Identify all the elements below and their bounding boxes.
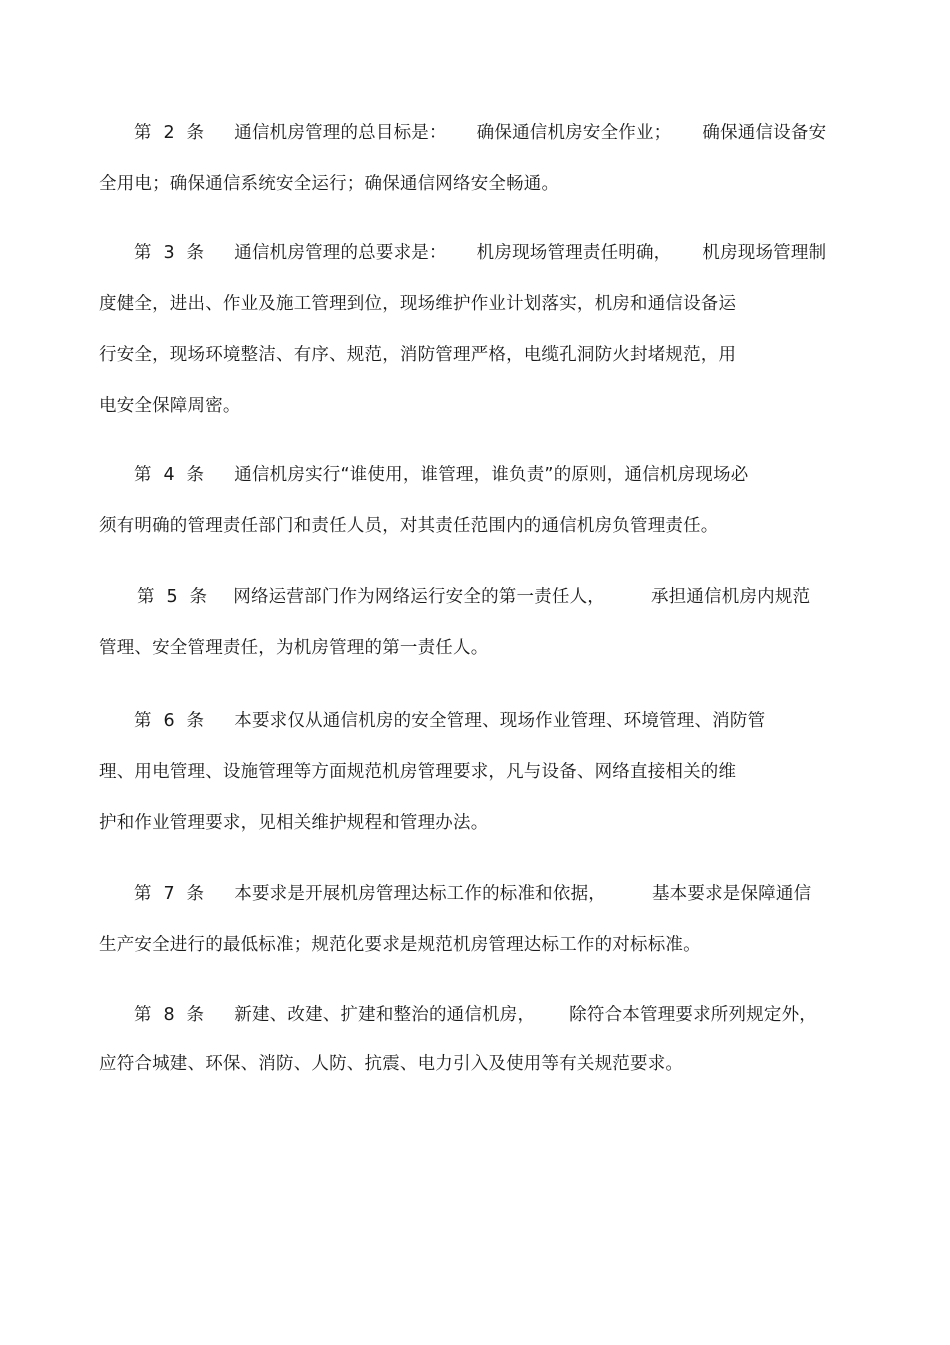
article-2-line-2-text: 全用电；确保通信系统安全运行；确保通信网络安全畅通。 (99, 174, 560, 194)
article-5-label: 第 5 条 (137, 587, 208, 607)
article-3-line-2-text: 度健全，进出、作业及施工管理到位，现场维护作业计划落实，机房和通信设备运 (99, 294, 737, 314)
article-3-seg-2: 机房现场管理责任明确， (476, 243, 672, 263)
article-5-line-1 (137, 585, 810, 609)
article-3-line-4-text: 电安全保障周密。 (99, 396, 241, 416)
article-3-line-3 (99, 343, 736, 367)
article-2-line-1 (134, 121, 826, 145)
article-7-line-2-text: 生产安全进行的最低标准；规范化要求是规范机房管理达标工作的对标标准。 (99, 935, 701, 955)
article-6-line-2 (99, 760, 736, 784)
article-7-seg-2: 基本要求是保障通信 (651, 884, 812, 904)
article-6-seg-1: 本要求仅从通信机房的安全管理、现场作业管理、环境管理、消防管 (234, 711, 766, 731)
article-6-line-3-text: 护和作业管理要求，见相关维护规程和管理办法。 (99, 813, 489, 833)
article-5-line-2 (99, 636, 488, 660)
article-4-label: 第 4 条 (134, 465, 205, 485)
article-6-line-3 (99, 811, 488, 835)
article-6-label: 第 6 条 (134, 711, 205, 731)
article-8-line-2-text: 应符合城建、环保、消防、人防、抗震、电力引入及使用等有关规范要求。 (99, 1054, 684, 1074)
article-7-label: 第 7 条 (134, 884, 205, 904)
article-3-line-2 (99, 292, 736, 316)
article-8-seg-2: 除符合本管理要求所列规定外， (569, 1005, 817, 1025)
article-7-line-1 (134, 882, 811, 906)
article-3-seg-1: 通信机房管理的总要求是： (234, 243, 447, 263)
article-8-seg-1: 新建、改建、扩建和整治的通信机房， (234, 1005, 536, 1025)
article-5-seg-2: 承担通信机房内规范 (650, 587, 811, 607)
article-6-line-2-text: 理、用电管理、设施管理等方面规范机房管理要求，凡与设备、网络直接相关的维 (99, 762, 737, 782)
article-3-line-3-text: 行安全，现场环境整洁、有序、规范，消防管理严格，电缆孔洞防火封堵规范，用 (99, 345, 737, 365)
article-8-line-1 (134, 1003, 817, 1027)
article-3-seg-3: 机房现场管理制 (702, 243, 827, 263)
article-6-line-1 (134, 709, 765, 733)
article-5-line-2-text: 管理、安全管理责任，为机房管理的第一责任人。 (99, 638, 489, 658)
article-2-seg-2: 确保通信机房安全作业； (476, 123, 672, 143)
article-7-seg-1: 本要求是开展机房管理达标工作的标准和依据， (234, 884, 606, 904)
article-4-line-1 (134, 463, 748, 487)
article-7-line-2 (99, 933, 701, 957)
article-3-line-4 (99, 394, 241, 418)
article-8-label: 第 8 条 (134, 1005, 205, 1025)
article-4-line-2 (99, 514, 719, 538)
article-2-seg-1: 通信机房管理的总目标是： (234, 123, 447, 143)
article-3-label: 第 3 条 (134, 243, 205, 263)
article-4-seg-1: 通信机房实行“谁使用，谁管理，谁负责”的原则，通信机房现场必 (234, 465, 749, 485)
article-2-label: 第 2 条 (134, 123, 205, 143)
article-5-seg-1: 网络运营部门作为网络运行安全的第一责任人， (233, 587, 605, 607)
article-8-line-2 (99, 1052, 683, 1076)
article-2-line-2 (99, 172, 559, 196)
article-4-line-2-text: 须有明确的管理责任部门和责任人员，对其责任范围内的通信机房负管理责任。 (99, 516, 719, 536)
article-3-line-1 (134, 241, 826, 265)
article-2-seg-3: 确保通信设备安 (702, 123, 827, 143)
